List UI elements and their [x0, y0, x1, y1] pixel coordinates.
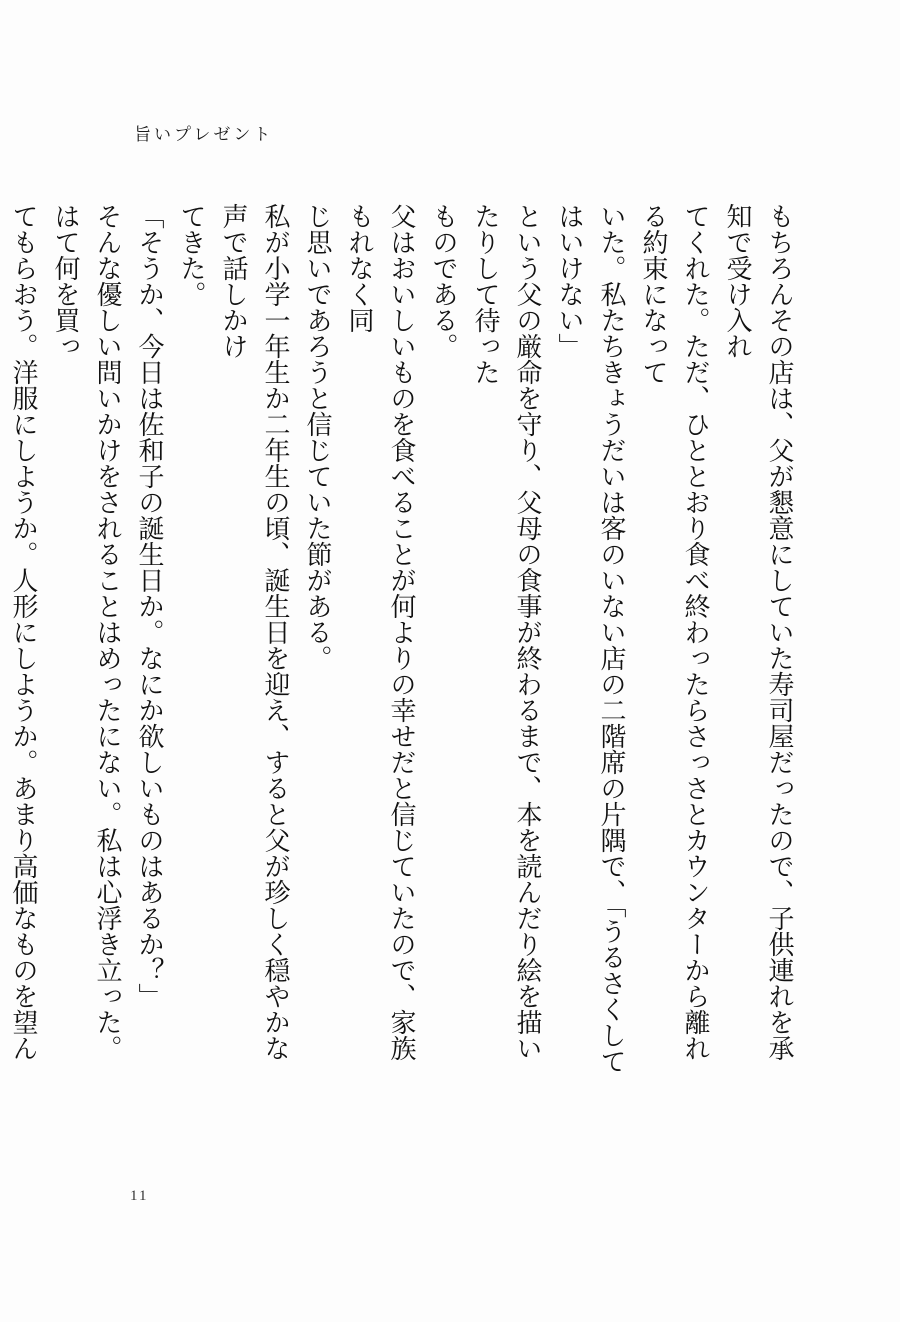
- paragraph: 私が小学一年生か二年生の頃、誕生日を迎え、すると父が珍しく穏やかな声で話しかけ てきた。: [176, 203, 290, 1061]
- page-number: 11: [130, 1188, 149, 1204]
- paragraph: 「そうか、今日は佐和子の誕生日か。なにか欲しいものはあるか？」: [134, 203, 164, 1009]
- paragraph: そんな優しい問いかけをされることはめったにない。私は心浮き立った。はて何を買っ てもらおう。洋服にしようか。人形にしようか。あまり高価なものを望ん: [8, 203, 122, 1061]
- body-text: [8, 203, 800, 1083]
- running-head: 旨いプレゼント: [134, 125, 274, 145]
- paragraph: もちろんその店は、父が懇意にしていた寿司屋だったので、子供連れを承知で受け入れ てくれた。ただ、ひととおり食べ終わったらさっさとカウンターから離れる約束になって いた。私たちきょうだいは客のいない店の二階席の片隅で、「うるさくしてはいけない」 という父の厳命を守り、父母の食事が終わるまで、本を読んだり絵を描いたりして待った ものである。: [428, 203, 794, 1074]
- paragraph: 父はおいしいものを食べることが何よりの幸せだと信じていたので、家族もれなく同 じ思いであろうと信じていた節がある。: [302, 203, 416, 1061]
